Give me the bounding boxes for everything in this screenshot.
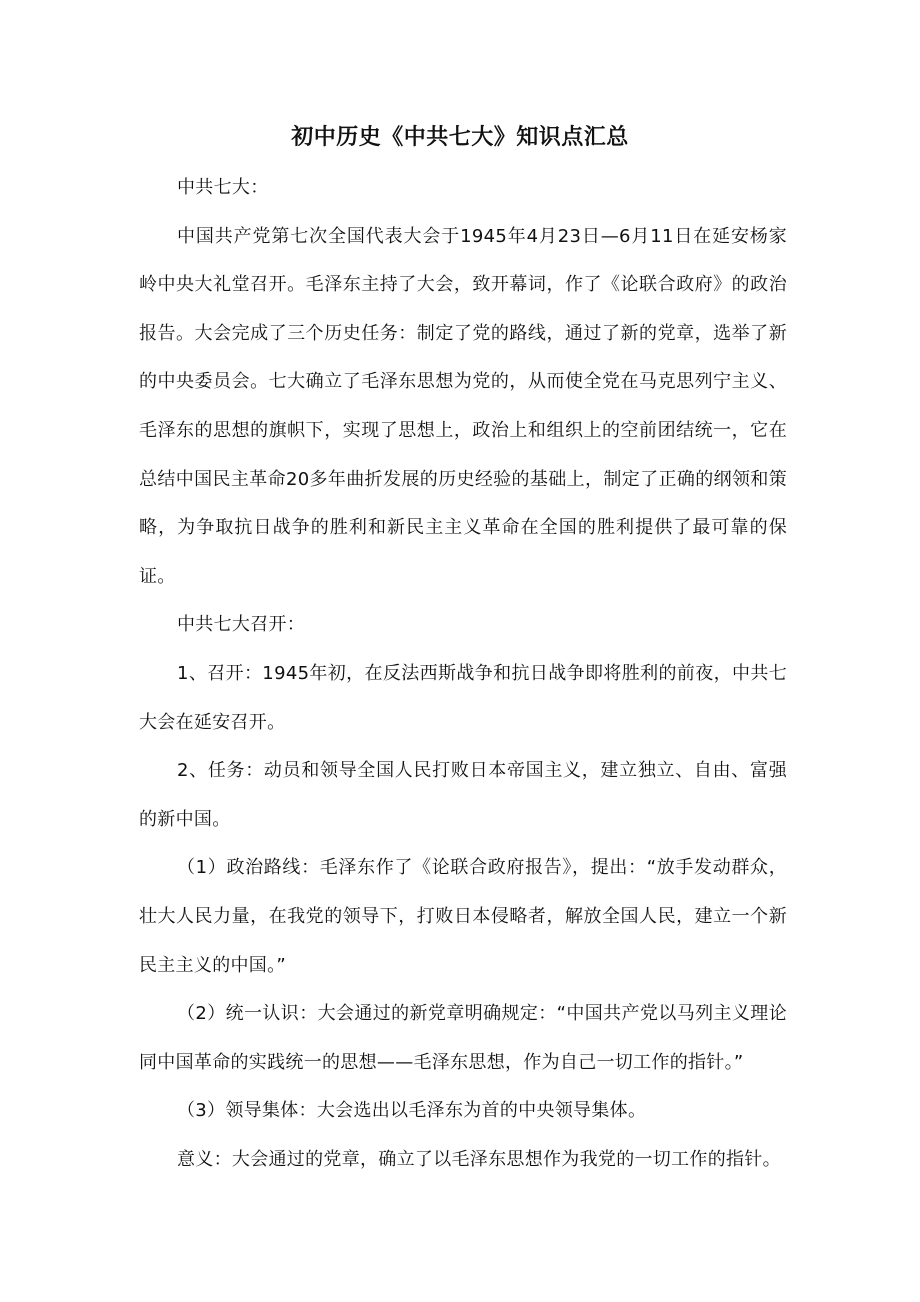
paragraph-subitem-2: （2）统一认识：大会通过的新党章明确规定：“中国共产党以马列主义理论同中国革命的实践统一的思想——毛泽东思想，作为自己一切工作的指针。” [139,1003,787,1073]
page-title: 初中历史《中共七大》知识点汇总 [291,125,629,150]
document-body [139,164,787,1184]
paragraph-intro: 中国共产党第七次全国代表大会于1945年4月23日—6月11日在延安杨家岭中央大礼堂召开。毛泽东主持了大会，致开幕词，作了《论联合政府》的政治报告。大会完成了三个历史任务：制定了党的路线，通过了新的党章，选举了新的中央委员会。七大确立了毛泽东思想为党的，从而使全党在马克思列宁主义、毛泽东的思想的旗帜下，实现了思想上，政治上和组织上的空前团结统一，它在总结中国民主革命20多年曲折发展的历史经验的基础上，制定了正确的纲领和策略，为争取抗日战争的胜利和新民主主义革命在全国的胜利提供了最可靠的保证。 [139,225,787,587]
paragraph-item-2: 2、任务：动员和领导全国人民打败日本帝国主义，建立独立、自由、富强的新中国。 [139,760,787,830]
paragraph-item-1: 1、召开：1945年初，在反法西斯战争和抗日战争即将胜利的前夜，中共七大会在延安召开。 [139,662,787,733]
paragraph-significance: 意义：大会通过的党章，确立了以毛泽东思想作为我党的一切工作的指针。 [177,1148,781,1170]
paragraph-subitem-3: （3）领导集体：大会选出以毛泽东为首的中央领导集体。 [177,1100,647,1122]
paragraph-heading-zhaokai: 中共七大召开： [177,614,306,636]
paragraph-heading-qida: 中共七大： [177,177,269,198]
paragraph-subitem-1: （1）政治路线：毛泽东作了《论联合政府报告》，提出：“放手发动群众，壮大人民力量，在我党的领导下，打败日本侵略者，解放全国人民，建立一个新民主主义的中国。” [139,857,787,976]
